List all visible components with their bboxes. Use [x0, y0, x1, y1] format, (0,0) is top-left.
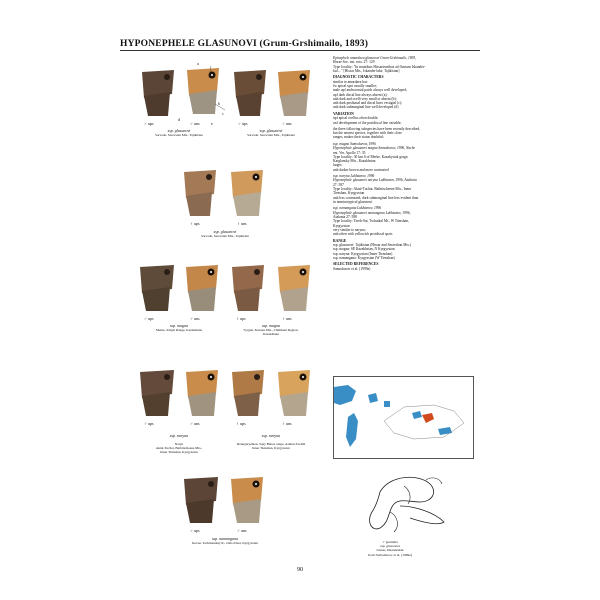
- section-heading: VARIATION: [333, 111, 354, 116]
- sex-label: ♂ uns: [190, 421, 200, 426]
- text-line: Hyponephele glasunovi magna Samodurow, 1996, Nachr.: [333, 146, 416, 151]
- text-line: unh often with yellowish postdiscal spots: [333, 232, 393, 237]
- locality: Dzungaryemen, Susy Baitas range, Ashtan-Tuckhi Inner Tienshan, Kyrgyzstan: [236, 442, 306, 450]
- text-line: but the nearest species, together with their close: [333, 131, 402, 136]
- text-line: Kyrgyzstan: [333, 223, 350, 228]
- subspecies-name: ssp. namangana: [211, 536, 238, 541]
- text-line: ssp. magna Samodurow, 1996: [333, 141, 376, 146]
- text-line: ssp. namangana Lukhtanov, 1996: [333, 206, 382, 211]
- text-line: ssp. namangana: Kyrgyzstan (W Tienshan): [333, 255, 395, 260]
- sex-label: ♂ ups: [144, 421, 154, 426]
- map-drawing: [334, 377, 473, 458]
- locality: Sarvada, Sarevsian Mts., Tajikistan: [155, 133, 203, 137]
- genitalia-drawing: [360, 472, 450, 538]
- text-line: Karglansky Mts., Kazakhstan: [333, 159, 376, 164]
- text-line: unh dark and ocelli very small or absent (b);: [333, 96, 397, 101]
- butterfly-naryna-male-uns: [180, 368, 226, 420]
- subspecies-name: ssp. glasunovi: [259, 128, 283, 133]
- butterfly-naryna-male-ups: [134, 368, 180, 420]
- original-description: [333, 56, 483, 73]
- section-heading: DIAGNOSTIC CHARACTERS: [333, 75, 384, 80]
- sex-label: ♂ ups: [144, 121, 154, 126]
- text-line: kul…" [Hissar Mts., Iskander lake, Tajikistan]: [333, 68, 400, 73]
- text-line: unf development of the postdiscal line variable;: [333, 120, 402, 125]
- naryna-section: [333, 174, 483, 204]
- title-rule: [120, 50, 480, 51]
- butterfly-magna-male-ups: [134, 263, 180, 315]
- caption-row4-right: [228, 430, 314, 450]
- sex-label: ♀ ups: [190, 221, 200, 226]
- annotation-d: d: [178, 117, 180, 122]
- text-line: the three following subspecies have been recently described,: [333, 126, 421, 131]
- text-line: ssp. naryna: Kyrgyzstan (Inner Tienshan): [333, 251, 393, 256]
- text-line: Atalanta 27: 588: [333, 215, 357, 220]
- section-heading: SELECTED REFERENCES: [333, 262, 379, 267]
- locality: Merke, Kirgiz Range, Kazakhstan: [155, 328, 203, 332]
- subspecies-name: ssp. glasunovi: [213, 229, 237, 234]
- page-number: 90: [297, 567, 303, 573]
- text-line: upf apical ocellus often double;: [333, 116, 379, 121]
- species-text: [333, 56, 483, 273]
- butterfly-female-uns: [225, 168, 271, 220]
- subspecies-name: ssp. naryna: [261, 433, 281, 438]
- namangana-section: [333, 206, 483, 236]
- butterfly-naryna-female-uns: [272, 368, 318, 420]
- magna-section: [333, 142, 483, 172]
- subspecies-name: ssp. magna: [261, 323, 280, 328]
- section-heading: RANGE: [333, 238, 347, 243]
- variation-section: [333, 112, 483, 140]
- text-line: in nominotypical glasunovi: [333, 199, 373, 204]
- diagnostic-section: [333, 75, 483, 109]
- locality: Sarvada, Sarevsian Mts., Tajikistan: [247, 133, 295, 137]
- butterfly-magna-female-uns: [272, 263, 318, 315]
- caption-row4-left: [148, 430, 210, 454]
- text-line: Gissar, Iskanderkul: [376, 548, 404, 553]
- sex-label: ♂ uns: [282, 121, 292, 126]
- text-line: larger;: [333, 163, 343, 168]
- butterfly-naryna-female-ups: [226, 368, 272, 420]
- butterfly-magna-female-ups: [226, 263, 272, 315]
- text-line: very similar to naryna;: [333, 227, 366, 232]
- sex-label: ♂ uns: [190, 316, 200, 321]
- text-line: 27: 587: [333, 182, 344, 187]
- caption-row3-right: [236, 324, 306, 336]
- text-line: Hyponephele glasunovi naryna Lukhtanov, 1996, Atalanta: [333, 178, 417, 183]
- annotation-a: a: [197, 61, 199, 66]
- sex-label: ♀ ups: [236, 316, 246, 321]
- caption-row5: [190, 537, 260, 545]
- text-line: unh darker brown and more contrasted: [333, 167, 389, 172]
- text-line: unh dark submarginal line well developed (d): [333, 105, 399, 110]
- text-line: from Samodurow et al. (1999a): [367, 552, 413, 557]
- text-line: Type locality: "In montibus Hissariensibus ad fluvium Iskander-: [333, 64, 426, 69]
- locality: Sarvada, Sarevsian Mts., Tajikistan: [201, 234, 249, 238]
- sex-label: ♀ ups: [236, 421, 246, 426]
- text-line: Type locality: 30 km S of Merke, Kazakystak gorge,: [333, 154, 409, 159]
- text-line: ssp. magna: SE Kazakhstan, N Kyrgyzstan: [333, 247, 395, 252]
- butterfly-female-ups: [178, 168, 224, 220]
- text-line: ssp. glasunovi: Tajikistan (Hissar and Seravshan Mts.): [333, 243, 411, 247]
- subspecies-name: ssp. naryna: [169, 433, 189, 438]
- locality: Keven, Tachmanskiy R., Osh oblast, Kyrgyzstan: [192, 541, 258, 545]
- text-line: fw apical spot usually smaller;: [333, 83, 377, 88]
- text-line: Epinephele amardaea glasunovi Grum-Grshimailo, 1893,: [333, 56, 417, 60]
- text-line: ssp. naryna Lukhtanov, 1996: [333, 174, 375, 179]
- text-line: ssp. glasunovi: [380, 544, 400, 549]
- text-line: ranges, makes their status doubtful:: [333, 135, 385, 140]
- annotation-b: b: [218, 101, 220, 106]
- butterfly-namangana-male-ups: [178, 475, 224, 527]
- caption-row1-right: [240, 129, 302, 137]
- page-title: HYPONEPHELE GLASUNOVI (Grum-Grshimailo, 1893): [120, 39, 369, 49]
- range-section: [333, 239, 483, 260]
- text-line: ♂ genitalia: [382, 540, 398, 544]
- text-line: Horae Soc. ent. ross. 27: 129: [333, 60, 375, 65]
- text-line: male upf androconial patch always well developed;: [333, 88, 407, 93]
- butterfly-magna-male-uns: [180, 263, 226, 315]
- sex-label: ♂ uns: [190, 121, 200, 126]
- subspecies-name: ssp. glasunovi: [167, 128, 191, 133]
- text-line: Samodurow et al. (1999a): [333, 266, 371, 271]
- text-line: similar to amardaea but:: [333, 79, 368, 84]
- caption-row2: [194, 230, 256, 238]
- text-line: Hyponephele glasunovi namangana Lukhtanov, 1996,: [333, 210, 411, 215]
- sex-label: ♂ ups: [144, 316, 154, 321]
- caption-row3-left: [148, 324, 210, 332]
- text-line: unh less contrasted, dark submarginal line less evident than: [333, 195, 419, 200]
- butterfly-male-uns-1: [181, 66, 227, 118]
- references-section: [333, 262, 483, 271]
- text-line: Type locality: Terek-Sai, Tschatkal Mt., W Tienshan,: [333, 219, 409, 224]
- sex-label: ♀ uns: [282, 421, 292, 426]
- sex-label: ♂ ups: [238, 121, 248, 126]
- subspecies-name: ssp. magna: [169, 323, 188, 328]
- text-line: Tienshan, Kyrgyzstan: [333, 191, 365, 196]
- butterfly-male-ups-1: [134, 68, 180, 120]
- sex-label: ♂ ups: [190, 528, 200, 533]
- butterfly-male-ups-2: [228, 68, 274, 120]
- text-line: Type locality: Aktal-Tuchat, Baibitscheene Mts., Inner: [333, 187, 412, 192]
- sex-label: ♂ uns: [237, 528, 247, 533]
- text-line: upf dark discal line always absent (a);: [333, 92, 388, 97]
- annotation-c: c: [222, 111, 224, 116]
- genitalia-caption: [350, 540, 430, 557]
- text-line: unh dark postbasal and discal lines vestigial (c);: [333, 101, 402, 106]
- distribution-map: [333, 376, 474, 459]
- locality: Syrgan, Kuraxu Mts., Chimkent Region, Kazakhstan: [243, 328, 299, 336]
- locality: Naryn Aktal-Tuchat, Baibitscheene Mts., Inner Tienshan, Kyrgyzstan: [155, 442, 203, 454]
- text-line: ent. Ver. Apollo 17: 35: [333, 150, 366, 155]
- sex-label: ♀ uns: [237, 221, 247, 226]
- butterfly-male-uns-2: [272, 68, 318, 120]
- caption-row1-left: [148, 129, 210, 137]
- sex-label: ♀ uns: [282, 316, 292, 321]
- annotation-e: e: [211, 121, 213, 126]
- butterfly-namangana-male-uns: [225, 475, 271, 527]
